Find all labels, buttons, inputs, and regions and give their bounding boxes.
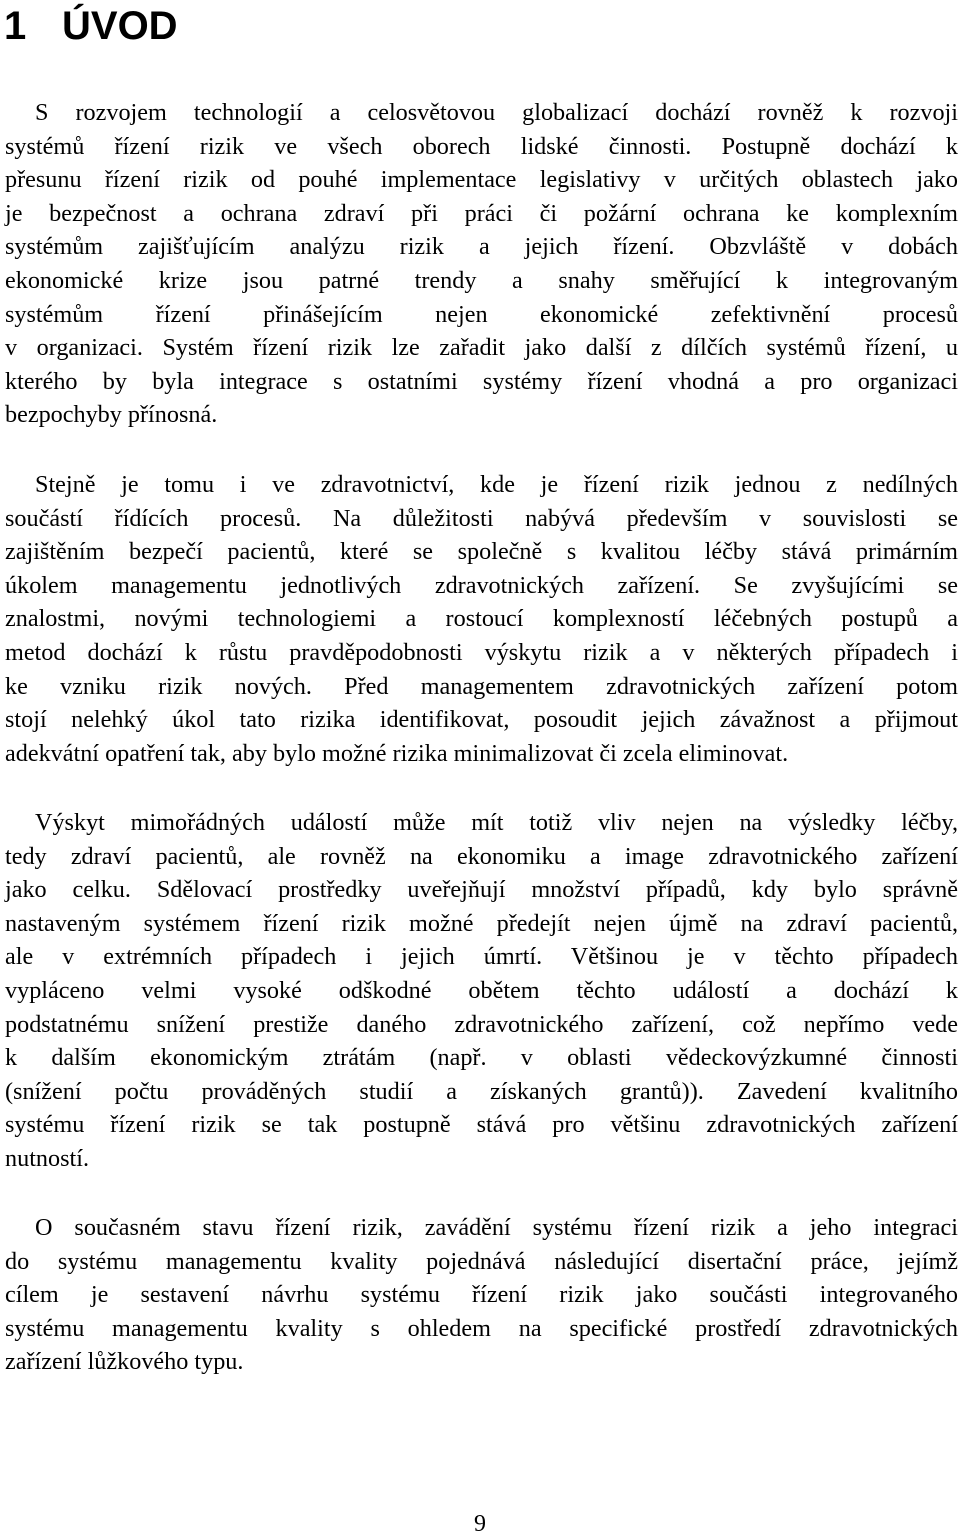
paragraph-line: kterého by byla integrace s ostatními systémy řízení vhodná a pro organizaci (5, 367, 958, 395)
paragraph-line: zařízení lůžkového typu. (5, 1348, 244, 1376)
paragraph-2 (5, 468, 958, 770)
chapter-number: 1 (4, 4, 27, 48)
paragraph-line: ke vzniku rizik nových. Před managementem zdravotnických zařízení potom (5, 672, 958, 700)
paragraph-line: ale v extrémních případech i jejich úmrtí. Většinou je v těchto případech (5, 943, 958, 971)
paragraph-1 (5, 96, 958, 432)
paragraph-line: O současném stavu řízení rizik, zavádění systému řízení rizik a jeho integraci (35, 1214, 958, 1241)
paragraph-line: jako celku. Sdělovací prostředky uveřejňují množství případů, kdy bylo správně (5, 876, 958, 904)
paragraph-line: tedy zdraví pacientů, ale rovněž na ekonomiku a image zdravotnického zařízení (5, 842, 958, 870)
paragraph-line: cílem je sestavení návrhu systému řízení rizik jako součásti integrovaného (5, 1281, 958, 1309)
paragraph-line: systémům řízení přinášejícím nejen ekonomické zefektivnění procesů (5, 300, 958, 328)
paragraph-line: adekvátní opatření tak, aby bylo možné rizika minimalizovat či zcela eliminovat. (5, 739, 789, 767)
paragraph-line: v organizaci. Systém řízení rizik lze zařadit jako další z dílčích systémů řízení, u (5, 334, 958, 362)
paragraph-line: znalostmi, novými technologiemi a rostoucí komplexností léčebných postupů a (5, 605, 958, 633)
paragraph-line: přesunu řízení rizik od pouhé implementace legislativy v určitých oblastech jako (5, 166, 958, 194)
paragraph-line: vypláceno velmi vysoké odškodné obětem těchto událostí a dochází k (5, 976, 958, 1004)
paragraph-line: nutností. (5, 1144, 89, 1172)
paragraph-line: systému řízení rizik se tak postupně stává pro většinu zdravotnických zařízení (5, 1111, 958, 1139)
paragraph-line: systému managementu kvality s ohledem na specifické prostředí zdravotnických (5, 1314, 958, 1342)
paragraph-line: do systému managementu kvality pojednává následující disertační práce, jejímž (5, 1247, 958, 1275)
paragraph-line: k dalším ekonomickým ztrátám (např. v oblasti vědeckovýzkumné činnosti (5, 1044, 958, 1072)
paragraph-line: systémů řízení rizik ve všech oborech lidské činnosti. Postupně dochází k (5, 132, 958, 160)
paragraph-line: (snížení počtu prováděných studií a získaných grantů)). Zavedení kvalitního (5, 1077, 958, 1105)
paragraph-line: je bezpečnost a ochrana zdraví při práci či požární ochrana ke komplexním (5, 199, 958, 227)
paragraph-line: Stejně je tomu i ve zdravotnictví, kde je řízení rizik jednou z nedílných (35, 471, 958, 498)
paragraph-line: bezpochyby přínosná. (5, 401, 218, 429)
paragraph-line: stojí nelehký úkol tato rizika identifikovat, posoudit jejich závažnost a přijmout (5, 706, 958, 734)
paragraph-line: S rozvojem technologií a celosvětovou globalizací dochází rovněž k rozvoji (35, 99, 958, 126)
paragraph-4 (5, 1211, 958, 1379)
paragraph-line: Výskyt mimořádných událostí může mít totiž vliv nejen na výsledky léčby, (35, 809, 958, 836)
paragraph-line: zajištěním bezpečí pacientů, které se společně s kvalitou léčby stává primárním (5, 538, 958, 566)
chapter-heading (4, 2, 178, 50)
page-number: 9 (474, 1511, 486, 1537)
paragraph-line: podstatnému snížení prestiže daného zdravotnického zařízení, což nepřímo vede (5, 1010, 958, 1038)
paragraph-line: nastaveným systémem řízení rizik možné předejít nejen újmě na zdraví pacientů, (5, 909, 958, 937)
paragraph-line: ekonomické krize jsou patrné trendy a snahy směřující k integrovaným (5, 266, 958, 294)
paragraph-line: součástí řídících procesů. Na důležitosti nabývá především v souvislosti se (5, 504, 958, 532)
paragraph-line: metod dochází k růstu pravděpodobnosti výskytu rizik a v některých případech i (5, 638, 958, 666)
chapter-title: ÚVOD (62, 4, 178, 48)
paragraph-3 (5, 806, 958, 1176)
paragraph-line: systémům zajišťujícím analýzu rizik a jejich řízení. Obzvláště v dobách (5, 233, 958, 261)
paragraph-line: úkolem managementu jednotlivých zdravotnických zařízení. Se zvyšujícími se (5, 571, 958, 599)
